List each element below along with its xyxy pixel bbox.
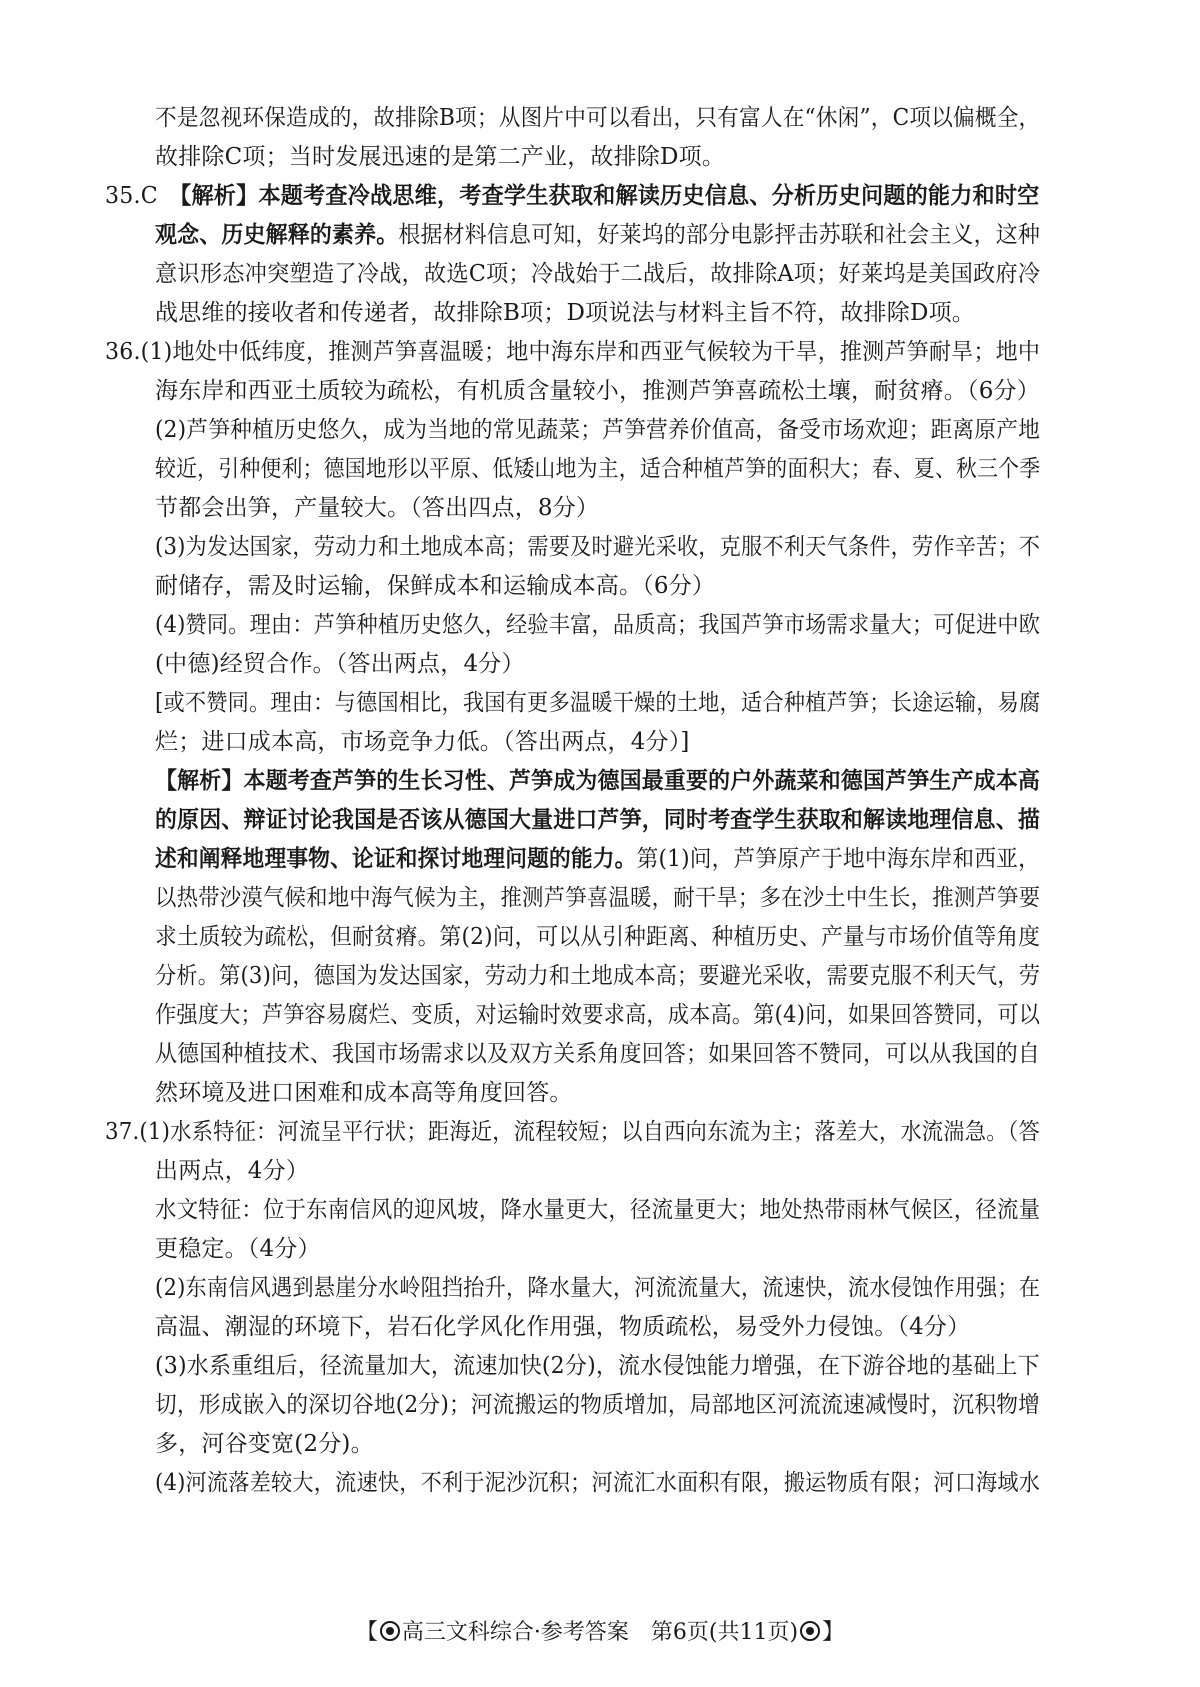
text-segment: 切，形成嵌入的深切谷地(2分)；河流搬运的物质增加，局部地区河流流速减慢时，沉积物增: [155, 1392, 1040, 1418]
text-segment: 较近，引种便利；德国地形以平原、低矮山地为主，适合种植芦笋的面积大；春、夏、秋三个季: [155, 456, 1041, 482]
text-segment: (2)芦笋种植历史悠久，成为当地的常见蔬菜；芦笋营养价值高，备受市场欢迎；距离原产地: [155, 417, 1040, 443]
text-line: [155, 1427, 374, 1461]
text-line: [155, 998, 1040, 1032]
text-segment: 36.(1)地处中低纬度，推测芦笋喜温暖；地中海东岸和西亚气候较为干旱，推测芦笋耐旱；地中: [105, 339, 1041, 365]
text-segment: (2)东南信风遇到悬崖分水岭阻挡抬升，降水量大，河流流量大，流速快，流水侵蚀作用强；在: [155, 1275, 1041, 1301]
text-segment: 求土质较为疏松，但耐贫瘠。第(2)问，可以从引种距离、种植历史、产量与市场价值等角度: [155, 924, 1040, 950]
text-segment: 节都会出笋，产量较大。（答出四点，8分）: [155, 495, 600, 521]
text-line: [155, 452, 1040, 486]
bold-text-segment: 观念、历史解释的素养。: [155, 221, 399, 248]
text-segment: 37.(1)水系特征：河流呈平行状；距海近，流程较短；以自西向东流为主；落差大，水流湍急。（答: [105, 1119, 1041, 1145]
text-segment: 根据材料信息可知，好莱坞的部分电影抨击苏联和社会主义，这种: [398, 222, 1041, 248]
text-line: [155, 920, 1040, 954]
text-line: [155, 257, 1040, 291]
text-segment: (3)为发达国家，劳动力和土地成本高；需要及时避光采收，克服不利天气条件，劳作辛苦；不: [155, 534, 1041, 560]
text-segment: 战思维的接收者和传递者，故排除B项；D项说法与材料主旨不符，故排除D项。: [155, 300, 975, 326]
text-segment: 从德国种植技术、我国市场需求以及双方关系角度回答；如果回答不赞同，可以从我国的自: [155, 1041, 1041, 1067]
text-segment: (中德)经贸合作。（答出两点，4分）: [155, 651, 525, 677]
text-segment: 不是忽视环保造成的，故排除B项；从图片中可以看出，只有富人在“休闲”，C项以偏概全，: [155, 105, 1041, 131]
bold-text-segment: 的原因、辩证讨论我国是否该从德国大量进口芦笋，同时考查学生获取和解读地理信息、描: [155, 806, 1041, 833]
text-segment: (4)河流落差较大，流速快，不利于泥沙沉积；河流汇水面积有限，搬运物质有限；河口海域水: [155, 1470, 1041, 1496]
footer-close-bracket: 】: [822, 1620, 845, 1645]
text-segment: 故排除C项；当时发展迅速的是第二产业，故排除D项。: [155, 144, 726, 170]
text-segment: 以热带沙漠气候和地中海气候为主，推测芦笋喜温暖，耐干旱；多在沙土中生长，推测芦笋要: [155, 885, 1041, 911]
text-line: [155, 881, 1040, 915]
bold-text-segment: 【解析】本题考查芦笋的生长习性、芦笋成为德国最重要的户外蔬菜和德国芦笋生产成本高: [155, 767, 1041, 794]
text-line: [155, 1466, 1040, 1500]
text-line: [155, 725, 690, 759]
page-footer: [0, 1618, 1200, 1648]
bold-text-segment: 述和阐释地理事物、论证和探讨地理问题的能力。: [155, 845, 637, 872]
text-line: [155, 1271, 1040, 1305]
text-line: [155, 101, 1040, 135]
text-line: [155, 413, 1040, 447]
text-line: [155, 1193, 1040, 1227]
text-segment: 更稳定。（4分）: [155, 1236, 321, 1262]
text-segment: 第(1)问，芦笋原产于地中海东岸和西亚，: [636, 846, 1041, 872]
footer-open-bracket: 【: [355, 1620, 378, 1645]
footer-text: 高三文科综合·参考答案 第6页(共11页): [401, 1620, 799, 1645]
text-segment: (4)赞同。理由：芦笋种植历史悠久，经验丰富，品质高；我国芦笋市场需求量大；可促进中欧: [155, 612, 1041, 638]
text-line: [155, 1076, 573, 1110]
text-segment: 35.C: [105, 183, 181, 209]
text-line: [155, 491, 599, 525]
text-segment: 海东岸和西亚土质较为疏松，有机质含量较小，推测芦笋喜疏松土壤，耐贫瘠。（6分）: [155, 378, 1040, 404]
bullseye-icon: [800, 1621, 820, 1641]
text-segment: [或不赞同。理由：与德国相比，我国有更多温暖干燥的土地，适合种植芦笋；长途运输，易腐: [155, 690, 1041, 716]
text-segment: 多，河谷变宽(2分)。: [155, 1431, 374, 1457]
text-line: [155, 647, 525, 681]
text-line: [155, 1310, 970, 1344]
text-line: [155, 1037, 1040, 1071]
text-segment: 水文特征：位于东南信风的迎风坡，降水量更大，径流量更大；地处热带雨林气候区，径流量: [155, 1197, 1041, 1223]
text-line: [155, 1232, 321, 1266]
text-line: [155, 686, 1040, 720]
text-line: [155, 608, 1040, 642]
text-line: [105, 179, 1039, 213]
text-line: [155, 959, 1040, 993]
text-line: [155, 1349, 1040, 1383]
text-line: [155, 218, 1040, 252]
text-segment: 出两点，4分）: [155, 1158, 310, 1184]
text-line: [105, 1115, 1040, 1149]
text-line: [155, 764, 1040, 798]
text-segment: 耐储存，需及时运输，保鲜成本和运输成本高。（6分）: [155, 573, 716, 599]
text-line: [155, 374, 1040, 408]
text-segment: 作强度大；芦笋容易腐烂、变质，对运输时效要求高，成本高。第(4)问，如果回答赞同，可以: [155, 1002, 1041, 1028]
text-segment: 然环境及进口困难和成本高等角度回答。: [155, 1080, 573, 1106]
text-segment: 意识形态冲突塑造了冷战，故选C项；冷战始于二战后，故排除A项；好莱坞是美国政府冷: [155, 261, 1041, 287]
text-line: [105, 335, 1040, 369]
bullseye-icon: [380, 1621, 400, 1641]
text-line: [155, 569, 715, 603]
text-line: [155, 530, 1040, 564]
text-segment: 分析。第(3)问，德国为发达国家，劳动力和土地成本高；要避光采收，需要克服不利天气，劳: [155, 963, 1041, 989]
text-segment: 烂；进口成本高，市场竞争力低。（答出两点，4分）]: [155, 729, 690, 755]
text-segment: 高温、潮湿的环境下，岩石化学风化作用强，物质疏松，易受外力侵蚀。（4分）: [155, 1314, 971, 1340]
text-line: [155, 803, 1040, 837]
text-segment: (3)水系重组后，径流量加大，流速加快(2分)，流水侵蚀能力增强，在下游谷地的基础上下: [155, 1353, 1040, 1379]
text-line: [155, 842, 1040, 876]
text-line: [155, 140, 725, 174]
text-line: [155, 1154, 309, 1188]
text-line: [155, 1388, 1040, 1422]
text-line: [155, 296, 975, 330]
bold-text-segment: 【解析】本题考查冷战思维，考查学生获取和解读历史信息、分析历史问题的能力和时空: [180, 182, 1040, 209]
